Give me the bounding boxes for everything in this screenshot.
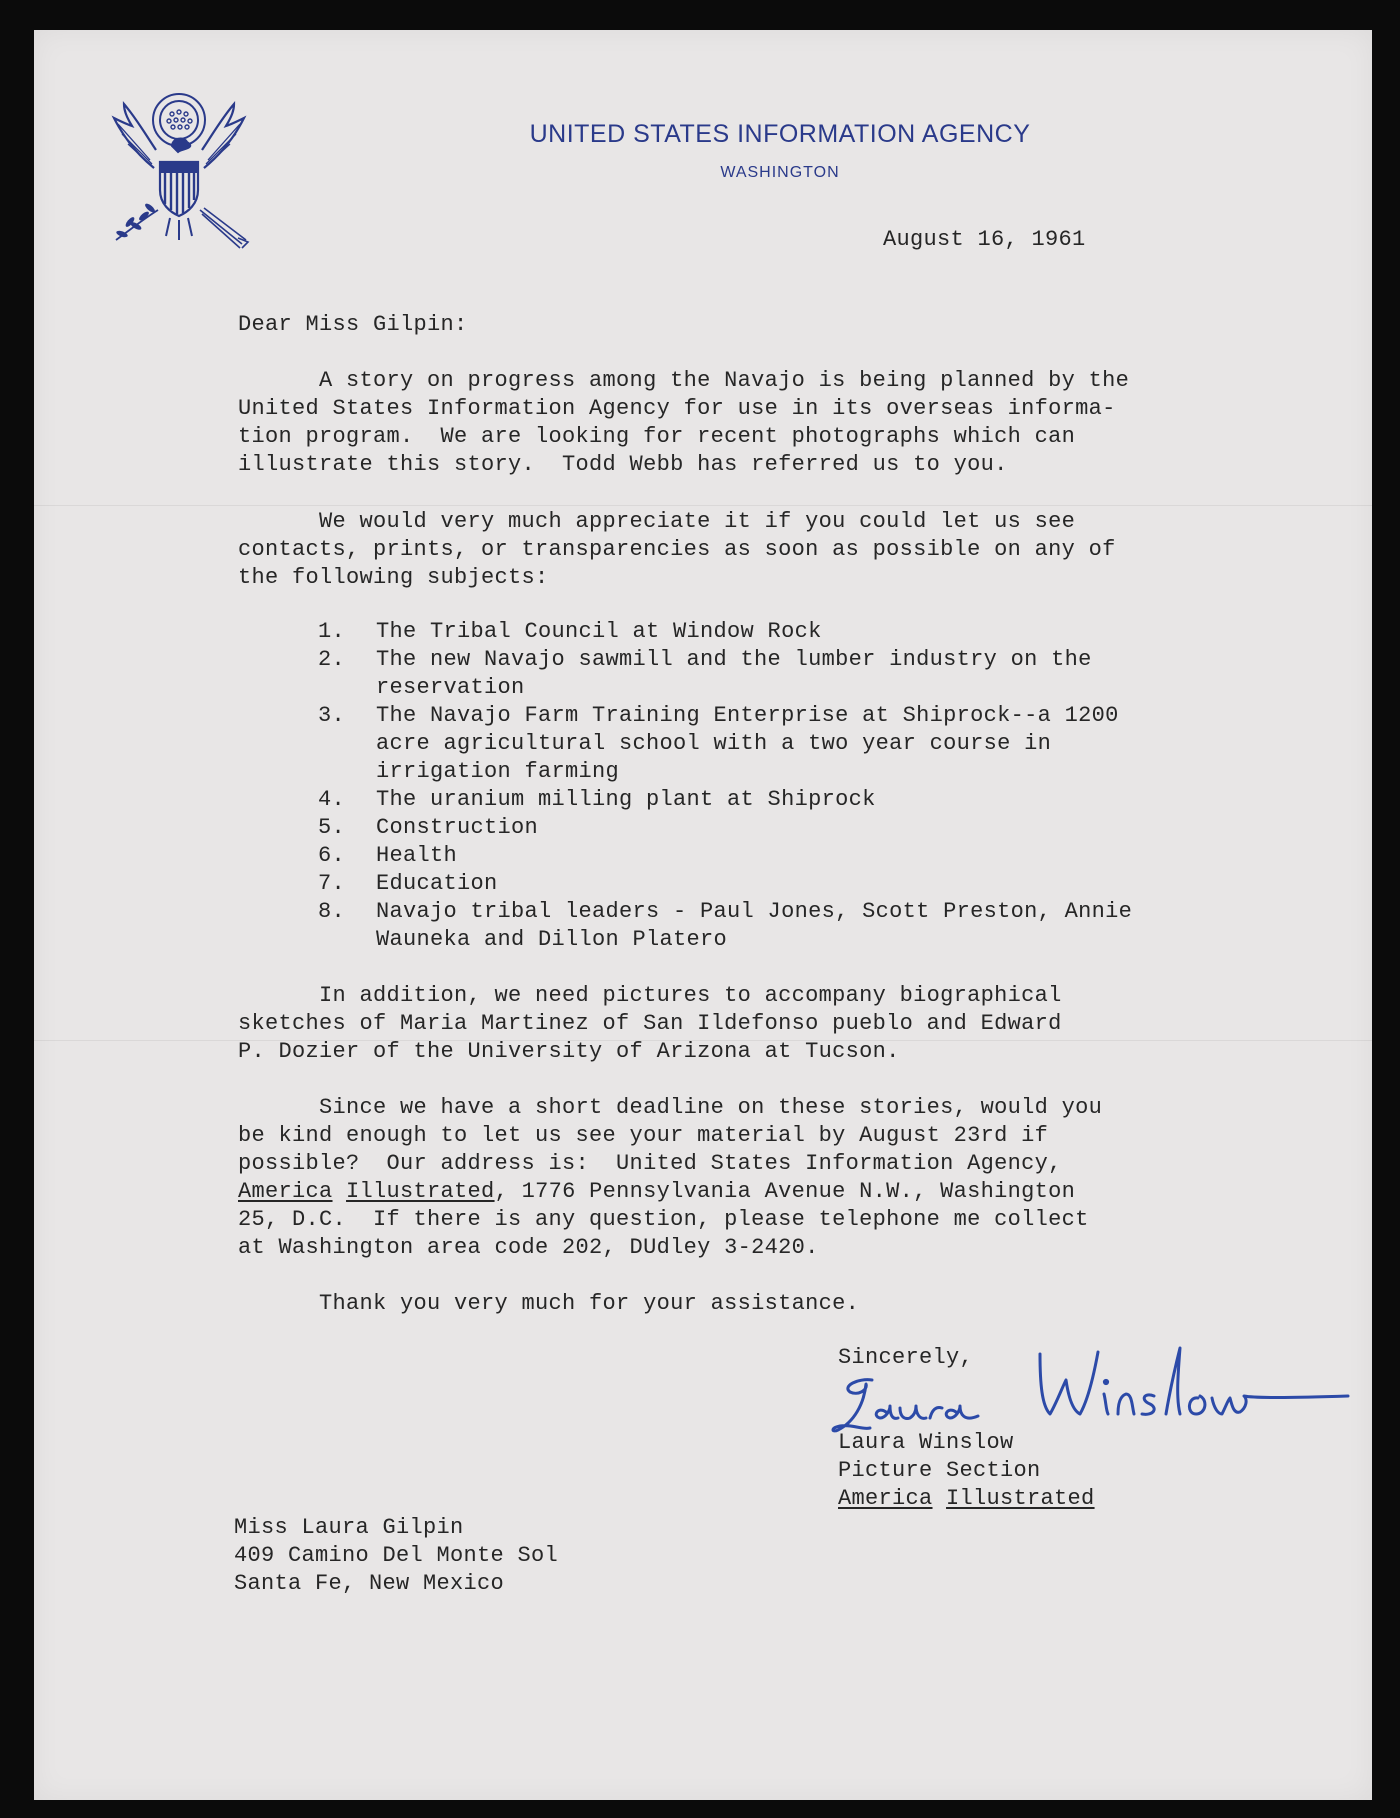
list-item: Construction bbox=[376, 815, 539, 840]
list-item-number: 6. bbox=[318, 843, 346, 868]
salutation: Dear Miss Gilpin: bbox=[238, 312, 468, 337]
list-item: Navajo tribal leaders - Paul Jones, Scott Preston, Annie bbox=[376, 899, 1133, 924]
list-item: The uranium milling plant at Shiprock bbox=[376, 787, 876, 812]
list-item: The new Navajo sawmill and the lumber industry on the bbox=[376, 647, 1092, 672]
handwritten-signature bbox=[828, 1334, 1368, 1444]
closing: Sincerely, bbox=[838, 1345, 974, 1370]
publication-name: Illustrated bbox=[346, 1179, 495, 1204]
paragraph-line: P. Dozier of the University of Arizona at Tucson. bbox=[238, 1039, 900, 1064]
paragraph-line: We would very much appreciate it if you could let us see bbox=[238, 509, 1076, 534]
agency-name: UNITED STATES INFORMATION AGENCY bbox=[529, 120, 1031, 148]
publication-name: America bbox=[838, 1486, 933, 1511]
list-item-number: 7. bbox=[318, 871, 346, 896]
list-item: reservation bbox=[376, 675, 525, 700]
agency-city: WASHINGTON bbox=[720, 164, 840, 181]
list-item-number: 1. bbox=[318, 619, 346, 644]
list-item: The Tribal Council at Window Rock bbox=[376, 619, 822, 644]
paragraph-line: sketches of Maria Martinez of San Ildefonso pueblo and Edward bbox=[238, 1011, 1062, 1036]
publication-name: Illustrated bbox=[946, 1486, 1095, 1511]
list-item: Education bbox=[376, 871, 498, 896]
list-item-number: 8. bbox=[318, 899, 346, 924]
fold-line bbox=[34, 505, 1372, 506]
list-item: Health bbox=[376, 843, 458, 868]
letter-date: August 16, 1961 bbox=[883, 227, 1086, 252]
paragraph-line: possible? Our address is: United States Information Agency, bbox=[238, 1151, 1062, 1176]
paragraph-line: United States Information Agency for use in its overseas informa- bbox=[238, 396, 1116, 421]
list-item: The Navajo Farm Training Enterprise at Shiprock--a 1200 bbox=[376, 703, 1119, 728]
paragraph-line: Since we have a short deadline on these stories, would you bbox=[238, 1095, 1103, 1120]
paragraph-line: A story on progress among the Navajo is being planned by the bbox=[238, 368, 1130, 393]
recipient-name: Miss Laura Gilpin bbox=[234, 1515, 464, 1540]
paragraph-line: the following subjects: bbox=[238, 565, 549, 590]
great-seal-eagle-icon bbox=[92, 80, 267, 255]
list-item-number: 3. bbox=[318, 703, 346, 728]
list-item-number: 5. bbox=[318, 815, 346, 840]
recipient-street: 409 Camino Del Monte Sol bbox=[234, 1543, 559, 1568]
paragraph-line: at Washington area code 202, DUdley 3-2420. bbox=[238, 1235, 819, 1260]
recipient-city: Santa Fe, New Mexico bbox=[234, 1571, 505, 1596]
publication-name: America bbox=[238, 1179, 333, 1204]
paragraph-line: tion program. We are looking for recent photographs which can bbox=[238, 424, 1076, 449]
address-text: , 1776 Pennsylvania Avenue N.W., Washington bbox=[494, 1179, 1076, 1204]
signer-publication bbox=[838, 1485, 1095, 1513]
paragraph-line: be kind enough to let us see your material by August 23rd if bbox=[238, 1123, 1049, 1148]
list-item-number: 2. bbox=[318, 647, 346, 672]
list-item: acre agricultural school with a two year course in bbox=[376, 731, 1052, 756]
list-item-number: 4. bbox=[318, 787, 346, 812]
paragraph-line: illustrate this story. Todd Webb has referred us to you. bbox=[238, 452, 1008, 477]
list-item: Wauneka and Dillon Platero bbox=[376, 927, 728, 952]
paragraph-line: 25, D.C. If there is any question, please telephone me collect bbox=[238, 1207, 1089, 1232]
signer-section: Picture Section bbox=[838, 1458, 1041, 1483]
paragraph-line: contacts, prints, or transparencies as soon as possible on any of bbox=[238, 537, 1116, 562]
paragraph-line: Thank you very much for your assistance. bbox=[238, 1291, 860, 1316]
paragraph-line: In addition, we need pictures to accompany biographical bbox=[238, 983, 1062, 1008]
list-item: irrigation farming bbox=[376, 759, 620, 784]
paragraph-line bbox=[238, 1178, 1075, 1206]
signer-name: Laura Winslow bbox=[838, 1430, 1014, 1455]
